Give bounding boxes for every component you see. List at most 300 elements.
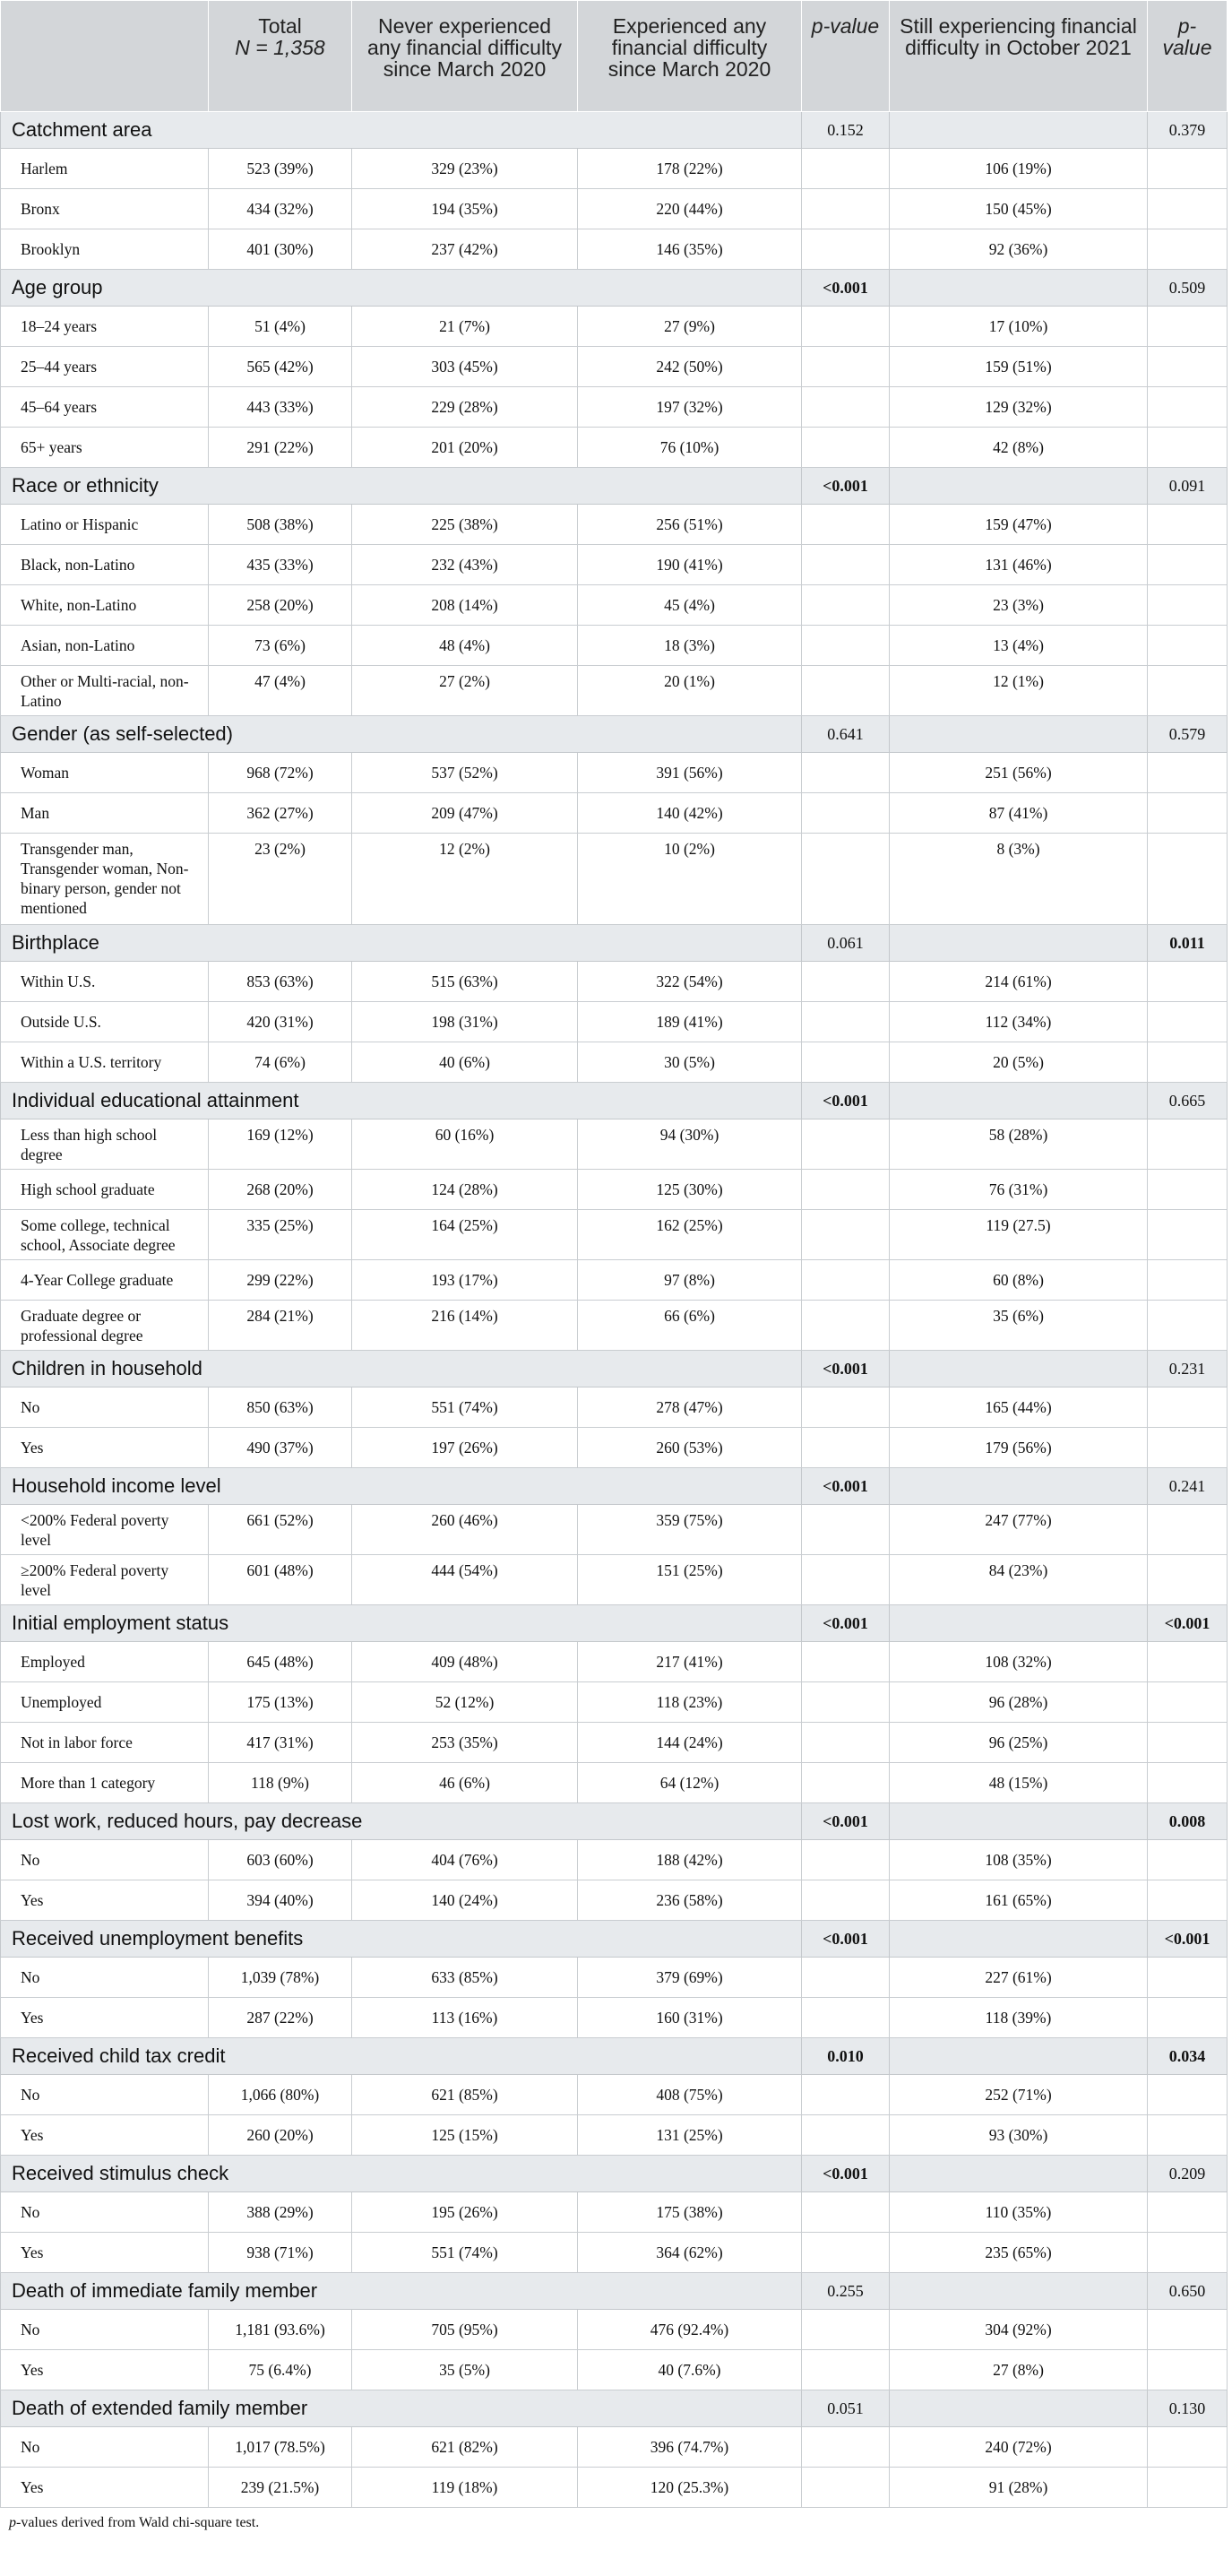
table-row (1, 2115, 1228, 2156)
cell-still: 159 (51%) (890, 347, 1148, 387)
cell-still: 108 (35%) (890, 1840, 1148, 1880)
cell-experienced: 178 (22%) (578, 149, 802, 189)
table-row (1, 1682, 1228, 1723)
row-label: Employed (1, 1642, 209, 1682)
category-label: Initial employment status (1, 1605, 802, 1642)
cell-never: 329 (23%) (352, 149, 578, 189)
category-label: Received stimulus check (1, 2156, 802, 2192)
cell-still: 23 (3%) (890, 585, 1148, 626)
cell-still: 84 (23%) (890, 1555, 1148, 1605)
cell-never: 198 (31%) (352, 1002, 578, 1042)
row-label: No (1, 2192, 209, 2233)
cell-never: 621 (85%) (352, 2075, 578, 2115)
category-spacer (890, 2273, 1148, 2310)
category-row (1, 2038, 1228, 2075)
table-row (1, 149, 1228, 189)
cell-total: 260 (20%) (209, 2115, 352, 2156)
p-value-2: <0.001 (1148, 1605, 1228, 1642)
cell-p1-empty (802, 1387, 890, 1428)
cell-experienced: 197 (32%) (578, 387, 802, 428)
cell-total: 239 (21.5%) (209, 2468, 352, 2508)
cell-p2-empty (1148, 1505, 1228, 1555)
cell-still: 227 (61%) (890, 1958, 1148, 1998)
table-row (1, 387, 1228, 428)
row-label: Yes (1, 1998, 209, 2038)
cell-total: 443 (33%) (209, 387, 352, 428)
category-row (1, 2390, 1228, 2427)
cell-total: 661 (52%) (209, 1505, 352, 1555)
category-label: Received child tax credit (1, 2038, 802, 2075)
table-row (1, 347, 1228, 387)
category-label: Age group (1, 270, 802, 307)
cell-p1-empty (802, 2350, 890, 2390)
row-label: Bronx (1, 189, 209, 229)
table-row (1, 626, 1228, 666)
cell-total: 1,039 (78%) (209, 1958, 352, 1998)
cell-still: 93 (30%) (890, 2115, 1148, 2156)
cell-p1-empty (802, 1840, 890, 1880)
cell-p1-empty (802, 1998, 890, 2038)
row-label: No (1, 2310, 209, 2350)
cell-never: 27 (2%) (352, 666, 578, 716)
category-spacer (890, 2390, 1148, 2427)
category-spacer (890, 925, 1148, 962)
table-row (1, 229, 1228, 270)
row-label: Woman (1, 753, 209, 793)
cell-total: 968 (72%) (209, 753, 352, 793)
cell-p1-empty (802, 1301, 890, 1351)
cell-never: 193 (17%) (352, 1260, 578, 1301)
cell-p1-empty (802, 1642, 890, 1682)
cell-total: 291 (22%) (209, 428, 352, 468)
header-p-value-1: p-value (802, 1, 890, 112)
p-value-2: 0.008 (1148, 1803, 1228, 1840)
cell-p2-empty (1148, 1210, 1228, 1260)
cell-p2-empty (1148, 1998, 1228, 2038)
cell-never: 124 (28%) (352, 1170, 578, 1210)
cell-p2-empty (1148, 666, 1228, 716)
cell-never: 225 (38%) (352, 505, 578, 545)
cell-p1-empty (802, 1042, 890, 1083)
cell-p2-empty (1148, 1840, 1228, 1880)
cell-p2-empty (1148, 1119, 1228, 1170)
cell-total: 508 (38%) (209, 505, 352, 545)
cell-p1-empty (802, 834, 890, 925)
row-label: Man (1, 793, 209, 834)
category-row (1, 1083, 1228, 1119)
row-label: Unemployed (1, 1682, 209, 1723)
cell-never: 194 (35%) (352, 189, 578, 229)
cell-never: 52 (12%) (352, 1682, 578, 1723)
cell-still: 110 (35%) (890, 2192, 1148, 2233)
cell-p1-empty (802, 1880, 890, 1921)
cell-still: 214 (61%) (890, 962, 1148, 1002)
category-spacer (890, 468, 1148, 505)
cell-total: 850 (63%) (209, 1387, 352, 1428)
table-row (1, 585, 1228, 626)
cell-never: 12 (2%) (352, 834, 578, 925)
row-label: No (1, 1840, 209, 1880)
row-label: No (1, 2075, 209, 2115)
p-value-2: 0.650 (1148, 2273, 1228, 2310)
cell-p1-empty (802, 2233, 890, 2273)
p-value-1: <0.001 (802, 1921, 890, 1958)
category-row (1, 1921, 1228, 1958)
row-label: Yes (1, 2468, 209, 2508)
cell-experienced: 364 (62%) (578, 2233, 802, 2273)
cell-never: 113 (16%) (352, 1998, 578, 2038)
row-label: Black, non-Latino (1, 545, 209, 585)
category-label: Catchment area (1, 112, 802, 149)
cell-never: 60 (16%) (352, 1119, 578, 1170)
cell-experienced: 125 (30%) (578, 1170, 802, 1210)
category-row (1, 1468, 1228, 1505)
cell-experienced: 40 (7.6%) (578, 2350, 802, 2390)
table-row (1, 1642, 1228, 1682)
table-row (1, 1042, 1228, 1083)
row-label: Not in labor force (1, 1723, 209, 1763)
cell-still: 304 (92%) (890, 2310, 1148, 2350)
cell-p2-empty (1148, 2233, 1228, 2273)
cell-still: 20 (5%) (890, 1042, 1148, 1083)
cell-total: 118 (9%) (209, 1763, 352, 1803)
cell-experienced: 278 (47%) (578, 1387, 802, 1428)
cell-p2-empty (1148, 1723, 1228, 1763)
category-label: Children in household (1, 1351, 802, 1387)
row-label: Yes (1, 1428, 209, 1468)
table-header (1, 1, 1228, 112)
cell-experienced: 45 (4%) (578, 585, 802, 626)
cell-experienced: 160 (31%) (578, 1998, 802, 2038)
table-row (1, 1260, 1228, 1301)
cell-total: 169 (12%) (209, 1119, 352, 1170)
cell-p2-empty (1148, 387, 1228, 428)
cell-p1-empty (802, 793, 890, 834)
category-label: Household income level (1, 1468, 802, 1505)
category-row (1, 270, 1228, 307)
cell-still: 27 (8%) (890, 2350, 1148, 2390)
cell-experienced: 190 (41%) (578, 545, 802, 585)
cell-total: 258 (20%) (209, 585, 352, 626)
cell-p1-empty (802, 1505, 890, 1555)
cell-total: 645 (48%) (209, 1642, 352, 1682)
p-value-1: <0.001 (802, 1605, 890, 1642)
cell-p1-empty (802, 2115, 890, 2156)
category-spacer (890, 270, 1148, 307)
cell-p2-empty (1148, 2350, 1228, 2390)
cell-experienced: 76 (10%) (578, 428, 802, 468)
cell-experienced: 131 (25%) (578, 2115, 802, 2156)
row-label: 18–24 years (1, 307, 209, 347)
cell-p1-empty (802, 1682, 890, 1723)
cell-p1-empty (802, 666, 890, 716)
p-value-2: 0.509 (1148, 270, 1228, 307)
cell-never: 201 (20%) (352, 428, 578, 468)
cell-never: 551 (74%) (352, 1387, 578, 1428)
cell-still: 112 (34%) (890, 1002, 1148, 1042)
cell-p1-empty (802, 2192, 890, 2233)
category-spacer (890, 1803, 1148, 1840)
p-value-1: 0.010 (802, 2038, 890, 2075)
cell-still: 159 (47%) (890, 505, 1148, 545)
table-row (1, 2192, 1228, 2233)
category-row (1, 716, 1228, 753)
row-label: Yes (1, 2115, 209, 2156)
cell-p1-empty (802, 229, 890, 270)
cell-never: 197 (26%) (352, 1428, 578, 1468)
cell-still: 87 (41%) (890, 793, 1148, 834)
p-value-1: 0.641 (802, 716, 890, 753)
cell-still: 179 (56%) (890, 1428, 1148, 1468)
header-never: Never experienced any financial difficulty since March 2020 (352, 1, 578, 112)
cell-p1-empty (802, 307, 890, 347)
row-label: Harlem (1, 149, 209, 189)
header-still: Still experiencing financial difficulty in October 2021 (890, 1, 1148, 112)
category-spacer (890, 1351, 1148, 1387)
cell-experienced: 322 (54%) (578, 962, 802, 1002)
table-row (1, 505, 1228, 545)
cell-p1-empty (802, 428, 890, 468)
cell-total: 74 (6%) (209, 1042, 352, 1083)
cell-never: 232 (43%) (352, 545, 578, 585)
cell-never: 195 (26%) (352, 2192, 578, 2233)
table-row (1, 1555, 1228, 1605)
category-row (1, 2273, 1228, 2310)
table-row (1, 1170, 1228, 1210)
cell-p2-empty (1148, 793, 1228, 834)
row-label: Less than high school degree (1, 1119, 209, 1170)
cell-p2-empty (1148, 834, 1228, 925)
cell-never: 229 (28%) (352, 387, 578, 428)
cell-p2-empty (1148, 1642, 1228, 1682)
cell-p2-empty (1148, 2427, 1228, 2468)
row-label: Graduate degree or professional degree (1, 1301, 209, 1351)
category-spacer (890, 1083, 1148, 1119)
row-label: Within a U.S. territory (1, 1042, 209, 1083)
table-row (1, 793, 1228, 834)
p-value-1: <0.001 (802, 1468, 890, 1505)
p-value-1: <0.001 (802, 1083, 890, 1119)
cell-p2-empty (1148, 626, 1228, 666)
table-row (1, 962, 1228, 1002)
p-value-2: 0.379 (1148, 112, 1228, 149)
cell-p2-empty (1148, 962, 1228, 1002)
cell-never: 537 (52%) (352, 753, 578, 793)
cell-p2-empty (1148, 2075, 1228, 2115)
cell-p2-empty (1148, 1301, 1228, 1351)
cell-p2-empty (1148, 545, 1228, 585)
header-p-value-2: p-value (1148, 1, 1228, 112)
cell-p1-empty (802, 505, 890, 545)
p-value-1: 0.255 (802, 2273, 890, 2310)
table-row (1, 1210, 1228, 1260)
cell-p2-empty (1148, 2115, 1228, 2156)
row-label: No (1, 2427, 209, 2468)
cell-still: 251 (56%) (890, 753, 1148, 793)
cell-experienced: 188 (42%) (578, 1840, 802, 1880)
cell-p1-empty (802, 1555, 890, 1605)
cell-experienced: 18 (3%) (578, 626, 802, 666)
cell-experienced: 118 (23%) (578, 1682, 802, 1723)
cell-never: 409 (48%) (352, 1642, 578, 1682)
cell-p1-empty (802, 2427, 890, 2468)
cell-p2-empty (1148, 1880, 1228, 1921)
cell-p1-empty (802, 1260, 890, 1301)
cell-experienced: 97 (8%) (578, 1260, 802, 1301)
row-label: Latino or Hispanic (1, 505, 209, 545)
cell-still: 119 (27.5) (890, 1210, 1148, 1260)
row-label: Within U.S. (1, 962, 209, 1002)
cell-never: 48 (4%) (352, 626, 578, 666)
cell-never: 253 (35%) (352, 1723, 578, 1763)
row-label: Some college, technical school, Associate degree (1, 1210, 209, 1260)
category-label: Birthplace (1, 925, 802, 962)
cell-experienced: 359 (75%) (578, 1505, 802, 1555)
cell-total: 523 (39%) (209, 149, 352, 189)
p-value-1: <0.001 (802, 468, 890, 505)
cell-p1-empty (802, 2468, 890, 2508)
row-label: Yes (1, 2233, 209, 2273)
cell-total: 75 (6.4%) (209, 2350, 352, 2390)
cell-experienced: 144 (24%) (578, 1723, 802, 1763)
cell-never: 140 (24%) (352, 1880, 578, 1921)
p-value-1: 0.152 (802, 112, 890, 149)
cell-p2-empty (1148, 428, 1228, 468)
cell-still: 129 (32%) (890, 387, 1148, 428)
cell-experienced: 162 (25%) (578, 1210, 802, 1260)
row-label: More than 1 category (1, 1763, 209, 1803)
cell-still: 35 (6%) (890, 1301, 1148, 1351)
cell-never: 404 (76%) (352, 1840, 578, 1880)
table-row (1, 1840, 1228, 1880)
cell-p2-empty (1148, 1002, 1228, 1042)
cell-still: 131 (46%) (890, 545, 1148, 585)
cell-total: 47 (4%) (209, 666, 352, 716)
category-label: Race or ethnicity (1, 468, 802, 505)
cell-p2-empty (1148, 2192, 1228, 2233)
table-row (1, 1958, 1228, 1998)
cell-p2-empty (1148, 753, 1228, 793)
cell-experienced: 120 (25.3%) (578, 2468, 802, 2508)
category-spacer (890, 2156, 1148, 2192)
cell-never: 125 (15%) (352, 2115, 578, 2156)
cell-p1-empty (802, 189, 890, 229)
row-label: No (1, 1387, 209, 1428)
table-row (1, 2350, 1228, 2390)
cell-experienced: 30 (5%) (578, 1042, 802, 1083)
cell-never: 164 (25%) (352, 1210, 578, 1260)
cell-never: 119 (18%) (352, 2468, 578, 2508)
cell-total: 1,066 (80%) (209, 2075, 352, 2115)
cell-never: 216 (14%) (352, 1301, 578, 1351)
table-row (1, 1763, 1228, 1803)
cell-experienced: 151 (25%) (578, 1555, 802, 1605)
cell-p2-empty (1148, 1170, 1228, 1210)
p-value-1: <0.001 (802, 1351, 890, 1387)
cell-total: 335 (25%) (209, 1210, 352, 1260)
cell-total: 394 (40%) (209, 1880, 352, 1921)
p-value-1: 0.051 (802, 2390, 890, 2427)
cell-p1-empty (802, 1210, 890, 1260)
cell-total: 388 (29%) (209, 2192, 352, 2233)
row-label: No (1, 1958, 209, 1998)
cell-never: 208 (14%) (352, 585, 578, 626)
cell-p1-empty (802, 585, 890, 626)
cell-p2-empty (1148, 505, 1228, 545)
cell-experienced: 379 (69%) (578, 1958, 802, 1998)
cell-p2-empty (1148, 1428, 1228, 1468)
cell-experienced: 408 (75%) (578, 2075, 802, 2115)
cell-total: 268 (20%) (209, 1170, 352, 1210)
row-label: 25–44 years (1, 347, 209, 387)
cell-p1-empty (802, 1723, 890, 1763)
cell-experienced: 260 (53%) (578, 1428, 802, 1468)
cell-p1-empty (802, 387, 890, 428)
p-value-1: 0.061 (802, 925, 890, 962)
cell-p1-empty (802, 626, 890, 666)
cell-p2-empty (1148, 189, 1228, 229)
cell-p1-empty (802, 1119, 890, 1170)
header-total-label: Total (258, 14, 302, 38)
cell-p1-empty (802, 149, 890, 189)
category-row (1, 112, 1228, 149)
row-label: <200% Federal poverty level (1, 1505, 209, 1555)
cell-still: 17 (10%) (890, 307, 1148, 347)
table-row (1, 2075, 1228, 2115)
cell-experienced: 94 (30%) (578, 1119, 802, 1170)
cell-still: 91 (28%) (890, 2468, 1148, 2508)
cell-still: 150 (45%) (890, 189, 1148, 229)
table-row (1, 1428, 1228, 1468)
cell-experienced: 20 (1%) (578, 666, 802, 716)
header-experienced: Experienced any financial difficulty since March 2020 (578, 1, 802, 112)
cell-never: 303 (45%) (352, 347, 578, 387)
p-value-1: <0.001 (802, 2156, 890, 2192)
cell-p1-empty (802, 1002, 890, 1042)
cell-experienced: 189 (41%) (578, 1002, 802, 1042)
footnote (0, 2508, 1232, 2531)
cell-never: 260 (46%) (352, 1505, 578, 1555)
cell-p2-empty (1148, 585, 1228, 626)
table-row (1, 1301, 1228, 1351)
cell-p1-empty (802, 1958, 890, 1998)
table-row (1, 1998, 1228, 2038)
cell-experienced: 140 (42%) (578, 793, 802, 834)
cell-p2-empty (1148, 1387, 1228, 1428)
p-value-2: 0.209 (1148, 2156, 1228, 2192)
table-row (1, 2427, 1228, 2468)
cell-total: 73 (6%) (209, 626, 352, 666)
cell-still: 165 (44%) (890, 1387, 1148, 1428)
category-label: Death of extended family member (1, 2390, 802, 2427)
cell-experienced: 66 (6%) (578, 1301, 802, 1351)
cell-still: 96 (28%) (890, 1682, 1148, 1723)
cell-total: 565 (42%) (209, 347, 352, 387)
cell-p2-empty (1148, 307, 1228, 347)
cell-still: 118 (39%) (890, 1998, 1148, 2038)
category-spacer (890, 716, 1148, 753)
row-label: White, non-Latino (1, 585, 209, 626)
cell-p2-empty (1148, 1260, 1228, 1301)
cell-still: 96 (25%) (890, 1723, 1148, 1763)
cell-never: 237 (42%) (352, 229, 578, 270)
cell-p1-empty (802, 2075, 890, 2115)
category-row (1, 2156, 1228, 2192)
category-label: Gender (as self-selected) (1, 716, 802, 753)
cell-still: 235 (65%) (890, 2233, 1148, 2273)
cell-experienced: 175 (38%) (578, 2192, 802, 2233)
table-row (1, 1002, 1228, 1042)
